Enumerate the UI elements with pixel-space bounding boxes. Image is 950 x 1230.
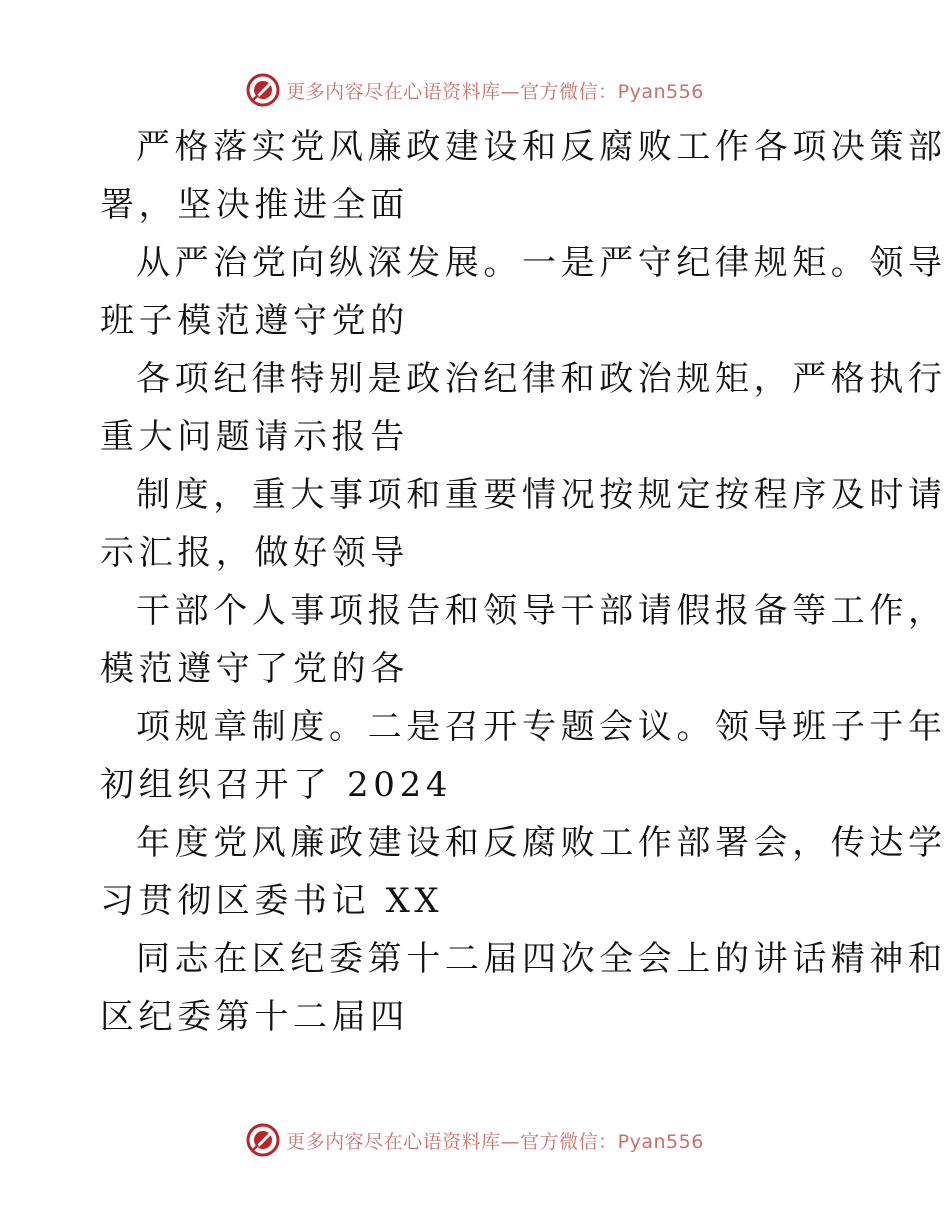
- paragraph-line: 示汇报，做好领导: [100, 533, 409, 573]
- paragraph: [100, 698, 947, 814]
- paragraph-line: 干部个人事项报告和领导干部请假报备等工作，: [136, 591, 947, 631]
- header-banner: [0, 70, 950, 110]
- paragraph-line: 模范遵守了党的各: [100, 649, 409, 689]
- footer-banner: [0, 1120, 950, 1160]
- paragraph-line: 年度党风廉政建设和反腐败工作部署会，传达学: [136, 823, 947, 863]
- paragraph-line: 项规章制度。二是召开专题会议。领导班子于年: [136, 707, 947, 747]
- paragraph: [100, 582, 947, 698]
- paragraph-line: 严格落实党风廉政建设和反腐败工作各项决策部: [136, 127, 947, 167]
- paragraph-line: 初组织召开了 2024: [100, 765, 452, 805]
- paragraph: [100, 814, 947, 930]
- header-banner-text: 更多内容尽在心语资料库—官方微信：Pyan556: [286, 80, 704, 103]
- paragraph-line: 署，坚决推进全面: [100, 185, 409, 225]
- paragraph-line: 从严治党向纵深发展。一是严守纪律规矩。领导: [136, 243, 947, 283]
- paragraph: [100, 234, 947, 350]
- paragraph-line: 同志在区纪委第十二届四次全会上的讲话精神和: [136, 939, 947, 979]
- brand-logo-icon: [246, 1123, 280, 1157]
- paragraph: [100, 118, 947, 234]
- footer-banner-text: 更多内容尽在心语资料库—官方微信：Pyan556: [286, 1130, 704, 1153]
- document-body: [100, 118, 947, 1046]
- paragraph-line: 习贯彻区委书记 XX: [100, 881, 444, 921]
- paragraph-line: 重大问题请示报告: [100, 417, 409, 457]
- brand-logo-icon: [246, 73, 280, 107]
- paragraph-line: 班子模范遵守党的: [100, 301, 409, 341]
- paragraph: [100, 350, 947, 466]
- paragraph-line: 区纪委第十二届四: [100, 997, 409, 1037]
- paragraph: [100, 466, 947, 582]
- paragraph-line: 制度，重大事项和重要情况按规定按程序及时请: [136, 475, 947, 515]
- paragraph-line: 各项纪律特别是政治纪律和政治规矩，严格执行: [136, 359, 947, 399]
- paragraph: [100, 930, 947, 1046]
